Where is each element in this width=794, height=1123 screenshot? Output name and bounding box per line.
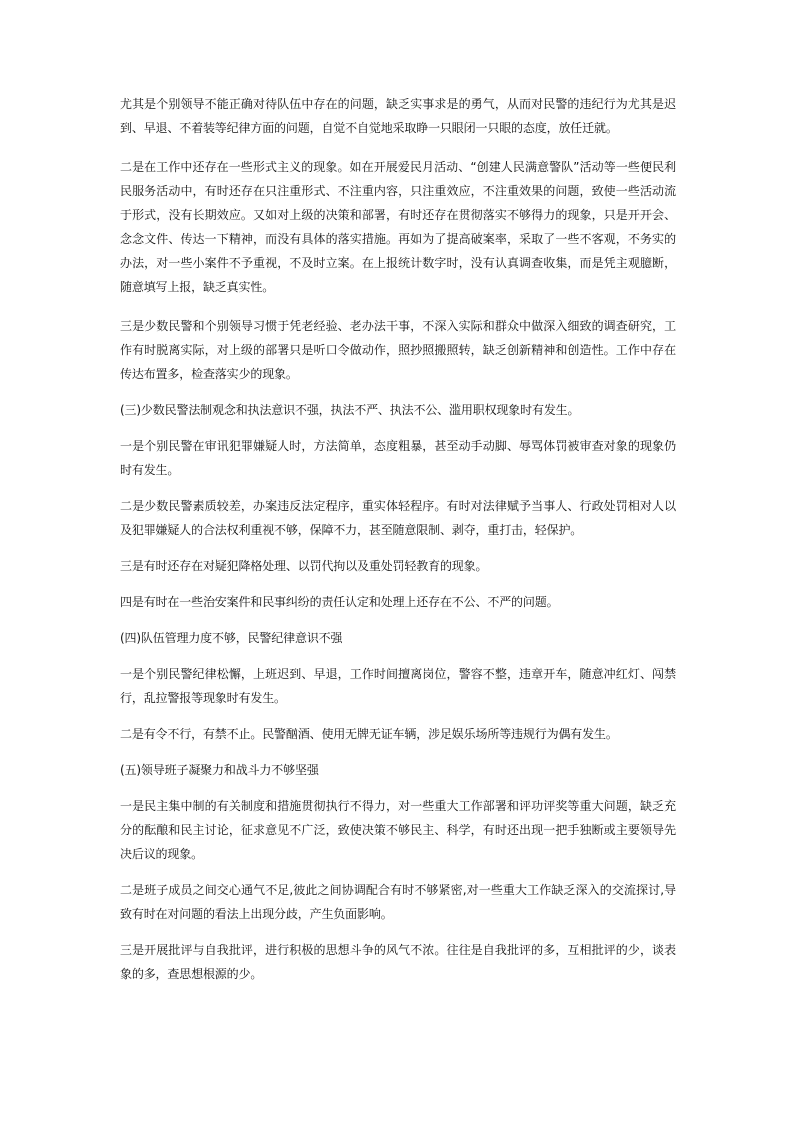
paragraph-gap [120, 710, 676, 722]
paragraph-orders: 二是有令不行，有禁不止。民警酗酒、使用无牌无证车辆，涉足娱乐场所等违规行为偶有发生。 [120, 727, 618, 741]
paragraph-democratic-centralism: 一是民主集中制的有关制度和措施贯彻执行不得力，对一些重大工作部署和评功评奖等重大问题，缺乏充分的酝酿和民主讨论，征求意见不广泛，致使决策不够民主、科学，有时还出现一把手独断或主要领导先决后议的现象。 [120, 799, 676, 861]
paragraph-team-communication: 二是班子成员之间交心通气不足,彼此之间协调配合有时不够紧密,对一些重大工作缺乏深入的交流探讨,导致有时在对问题的看法上出现分歧，产生负面影响。 [120, 883, 676, 921]
paragraph-gap [120, 299, 676, 314]
paragraph-gap [120, 140, 676, 155]
paragraph-gap [120, 578, 676, 590]
section-heading-3: (三)少数民警法制观念和执法意识不强，执法不严、执法不公、滥用职权现象时有发生。 [120, 403, 580, 417]
paragraph-gap [120, 482, 676, 494]
paragraph-discipline: 一是个别民警纪律松懈，上班迟到、早退，工作时间擅离岗位，警容不整，违章开车，随意冲红灯、闯禁行，乱拉警报等现象时有发生。 [120, 667, 676, 705]
paragraph-leadership-attitude: 尤其是个别领导不能正确对待队伍中存在的问题，缺乏实事求是的勇气，从而对民警的违纪行为尤其是迟到、早退、不着装等纪律方面的问题，自觉不自觉地采取睁一只眼闭一只眼的态度，放任迁就。 [120, 97, 676, 135]
paragraph-gap [120, 650, 676, 662]
paragraph-old-experience: 三是少数民警和个别领导习惯于凭老经验、老办法干事，不深入实际和群众中做深入细致的调查研究，工作有时脱离实际，对上级的部署只是听口令做动作，照抄照搬照转，缺乏创新精神和创造性。工作中存在传达布置多，检查落实少的现象。 [120, 319, 676, 381]
paragraph-criticism: 三是开展批评与自我批评，进行积极的思想斗争的风气不浓。往往是自我批评的多，互相批评的少，谈表象的多，查思想根源的少。 [120, 943, 676, 981]
paragraph-formalism: 二是在工作中还存在一些形式主义的现象。如在开展爱民月活动、“创建人民满意警队”活动等一些便民利民服务活动中，有时还存在只注重形式、不注重内容，只注重效应，不注重效果的问题，致使一些活动流于形式，没有长期效应。又如对上级的决策和部署，有时还存在贯彻落实不够得力的现象，只是开开会、念念文件、传达一下精神，而没有具体的落实措施。再如为了提高破案率，采取了一些不客观，不务实的办法，对一些小案件不予重视，不及时立案。在上报统计数字时，没有认真调查收集，而是凭主观臆断，随意填写上报，缺乏真实性。 [120, 160, 676, 294]
section-heading-4: (四)队伍管理力度不够，民警纪律意识不强 [120, 631, 343, 645]
paragraph-gap [120, 422, 676, 434]
paragraph-gap [120, 926, 676, 938]
paragraph-gap [120, 386, 676, 398]
section-heading-5: (五)领导班子凝聚力和战斗力不够坚强 [120, 763, 319, 777]
paragraph-gap [120, 542, 676, 554]
paragraph-gap [120, 746, 676, 758]
document-page [120, 92, 676, 986]
paragraph-gap [120, 782, 676, 794]
paragraph-procedure: 二是少数民警素质较差，办案违反法定程序，重实体轻程序。有时对法律赋予当事人、行政处罚相对人以及犯罪嫌疑人的合法权利重视不够，保障不力，甚至随意限制、剥夺，重打击，轻保护。 [120, 499, 676, 537]
paragraph-gap [120, 866, 676, 878]
paragraph-gap [120, 614, 676, 626]
paragraph-disputes: 四是有时在一些治安案件和民事纠纷的责任认定和处理上还存在不公、不严的问题。 [120, 595, 559, 609]
paragraph-interrogation: 一是个别民警在审讯犯罪嫌疑人时，方法简单，态度粗暴，甚至动手动脚、辱骂体罚被审查对象的现象仍时有发生。 [120, 439, 676, 477]
paragraph-downgrade: 三是有时还存在对疑犯降格处理、以罚代拘以及重处罚轻教育的现象。 [120, 559, 488, 573]
